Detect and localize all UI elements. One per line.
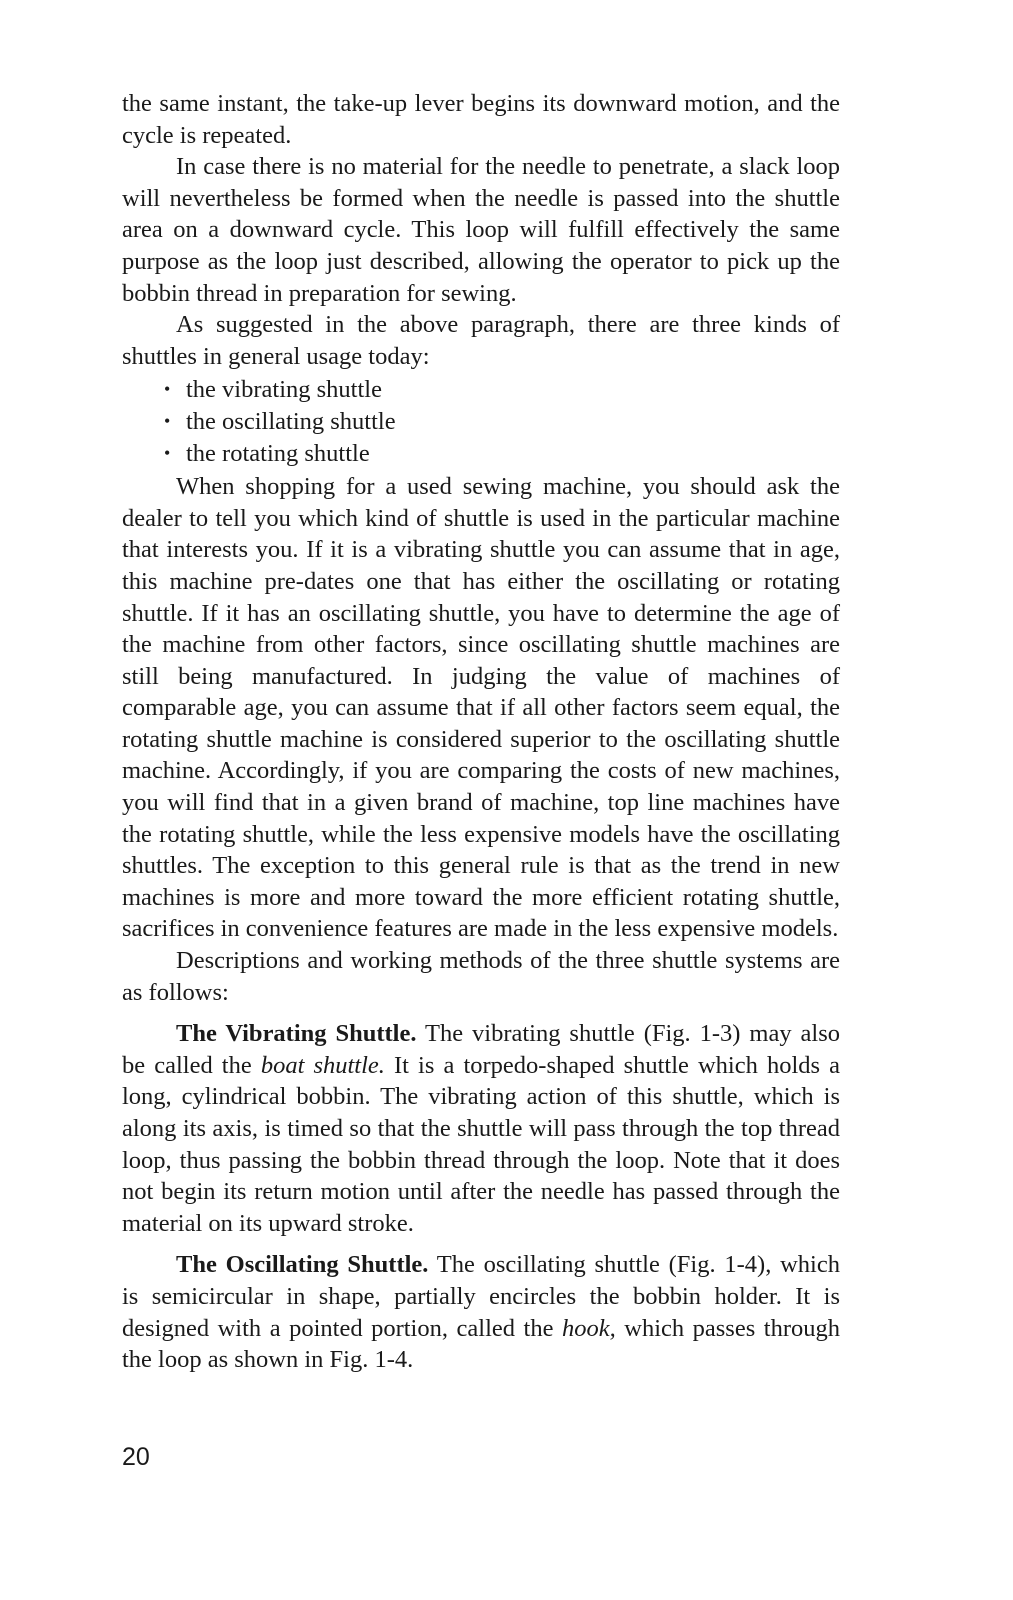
shuttle-types-list	[122, 374, 840, 469]
list-item: • the rotating shuttle	[186, 438, 840, 470]
paragraph-descriptions-intro: Descriptions and working methods of the three shuttle systems are as follows:	[122, 947, 840, 1006]
paragraph-shuttle-kinds: As suggested in the above paragraph, there are three kinds of shuttles in general usage today:	[122, 311, 840, 370]
vibrating-text-part-2: It is a torpedo-shaped shuttle which holds a long, cylindrical bobbin. The vibrating action of this shuttle, which is along its axis, is timed so that the shuttle will pass through the top thread loop, thus passing the bobbin thread through the loop. Note that it does not begin its return motion until after the needle has passed through the material on its upward stroke.	[122, 1051, 841, 1237]
oscillating-text-part-1: The oscillating shuttle (Fig. 1-4), which is semicircular in shape, partially encircles the bobbin holder. It is designed with a pointed portion, called the	[122, 1251, 840, 1342]
boat-shuttle-term: boat shuttle.	[260, 1051, 385, 1079]
section-vibrating-shuttle	[122, 1018, 840, 1239]
hook-term: hook,	[561, 1314, 616, 1342]
oscillating-shuttle-heading: The Oscillating Shuttle.	[176, 1251, 429, 1279]
page-body	[122, 88, 840, 1376]
oscillating-text-part-2: which passes through the loop as shown in Fig. 1-4.	[122, 1314, 840, 1374]
paragraph-slack-loop: In case there is no material for the needle to penetrate, a slack loop will nevertheless be formed when the needle is passed into the shuttle area on a downward cycle. This loop will fulfill effectively the same purpose as the loop just described, allowing the operator to pick up the bobbin thread in preparation for sewing.	[122, 153, 840, 307]
page-number: 20	[122, 1443, 150, 1471]
list-item: • the oscillating shuttle	[186, 406, 840, 438]
paragraph-shopping-advice: When shopping for a used sewing machine, you should ask the dealer to tell you which kind of shuttle is used in the particular machine that interests you. If it is a vibrating shuttle you can assume that in age, this machine pre-dates one that has either the oscillating or rotating shuttle. If it has an oscillating shuttle, you have to determine the age of the machine from other factors, since oscillating shuttle machines are still being manufactured. In judging the value of machines of comparable age, you can assume that if all other factors seem equal, the rotating shuttle machine is considered superior to the oscillating shuttle machine. Accordingly, if you are comparing the costs of new machines, you will find that in a given brand of machine, top line machines have the rotating shuttle, while the less expensive models have the oscillating shuttles. The exception to this general rule is that as the trend in new machines is more and more toward the more efficient rotating shuttle, sacrifices in convenience features are made in the less expensive models.	[122, 473, 840, 943]
vibrating-text-part-1: The vibrating shuttle (Fig. 1-3) may also be called the	[122, 1020, 840, 1079]
section-oscillating-shuttle	[122, 1249, 840, 1375]
list-item: • the vibrating shuttle	[186, 374, 840, 406]
paragraph-continuation: the same instant, the take-up lever begins its downward motion, and the cycle is repeated.	[122, 90, 840, 149]
vibrating-shuttle-heading: The Vibrating Shuttle.	[176, 1020, 417, 1048]
